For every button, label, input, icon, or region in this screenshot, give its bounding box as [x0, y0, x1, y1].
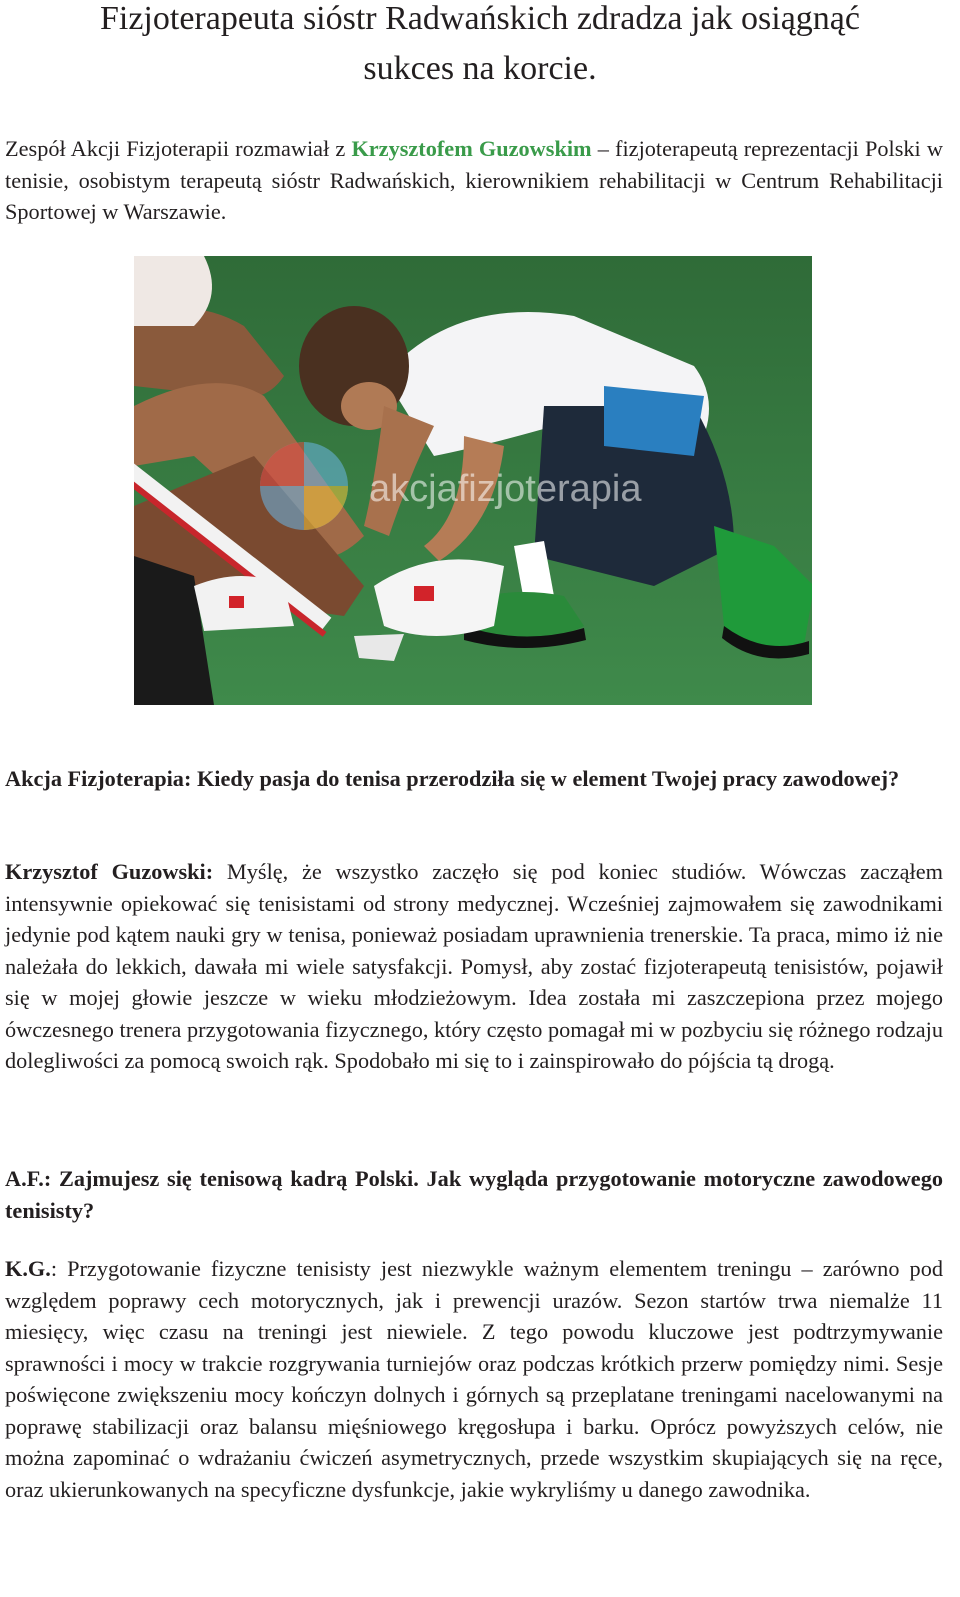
question-2: A.F.: Zajmujesz się tenisową kadrą Polski. Jak wygląda przygotowanie motoryczne zawodowego tenisisty? — [5, 1166, 943, 1223]
answer-1 — [5, 856, 943, 1077]
intro-text-before: Zespół Akcji Fizjoterapii rozmawiał z — [5, 136, 352, 161]
title-line-2: sukces na korcie. — [363, 50, 597, 87]
guest-name-link[interactable]: Krzysztofem Guzowskim — [351, 136, 592, 161]
answer-2-text: : Przygotowanie fizyczne tenisisty jest niezwykle ważnym elementem treningu – zarówno pod względem poprawy cech motorycznych, jak i prewencji urazów. Sezon startów trwa niemalże 11 miesięcy, więc czasu na treningi jest niewiele. Z tego powodu kluczowe jest podtrzymywanie sprawności i mocy w trakcie rozgrywania turniejów oraz podczas krótkich przerw pomiędzy nimi. Sesje poświęcone zwiększeniu mocy kończyn dolnych i górnych są przeplatane treningami nacelowanymi na poprawę stabilizacji oraz balansu mięśniowego kręgosłupa i barku. Oprócz powyższych celów, nie można zapominać o wdrażaniu ćwiczeń asymetrycznych, przede wszystkim skupiających się na ręce, oraz ukierunkowanych na specyficzne dysfunkcje, jakie wykryliśmy u danego zawodnika. — [5, 1256, 943, 1502]
intro-text-after: – fizjoterapeutą reprezentacji Polski w tenisie, osobistym terapeutą sióstr Radwańskich, kierownikiem rehabilitacji w Centrum Rehabilitacji Sportowej w Warszawie. — [5, 136, 943, 224]
answer-1-text: Myślę, że wszystko zaczęło się pod koniec studiów. Wówczas zacząłem intensywnie opiekować się tenisistami od strony medycznej. Wcześniej zajmowałem się zawodnikami jedynie pod kątem nauki gry w tenisa, ponieważ posiadam uprawnienia trenerskie. Ta praca, mimo iż nie należała do lekkich, dawała mi wiele satysfakcji. Pomysł, aby zostać fizjoterapeutą tenisistów, pojawił się w mojej głowie jeszcze w wieku młodzieżowym. Idea została mi zaszczepiona przez mojego ówczesnego trenera przygotowania fizycznego, który często pomagał mi w pozbyciu się różnego rodzaju dolegliwości za pomocą swoich rąk. Spodobało mi się to i zainspirowało do pójścia tą drogą. — [5, 859, 943, 1073]
watermark-text: akcjafizjoterapia — [369, 468, 642, 510]
intro-paragraph — [5, 133, 943, 228]
article-title — [0, 0, 960, 94]
title-line-1: Fizjoterapeuta sióstr Radwańskich zdradza jak osiągnąć — [99, 0, 860, 37]
answer-2-speaker: K.G. — [5, 1256, 51, 1281]
article-photo — [134, 256, 812, 705]
watermark-logo — [260, 442, 348, 530]
physio-treating-player-image — [134, 256, 812, 705]
answer-1-speaker: Krzysztof Guzowski: — [5, 859, 214, 884]
answer-2 — [5, 1253, 943, 1505]
question-1: Akcja Fizjoterapia: Kiedy pasja do tenisa przerodziła się w element Twojej pracy zawodowej? — [5, 766, 900, 791]
